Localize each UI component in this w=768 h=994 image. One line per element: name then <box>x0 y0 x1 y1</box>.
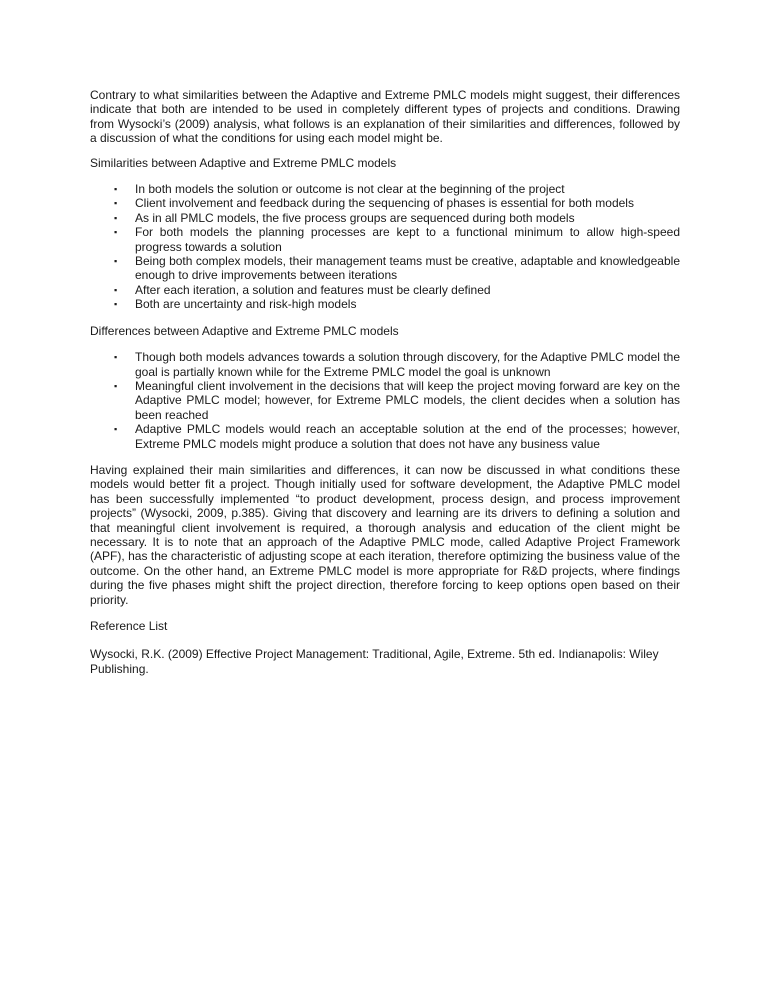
document-page <box>90 88 680 676</box>
list-item-text: For both models the planning processes are kept to a functional minimum to allow high-speed progress towards a solution <box>135 225 680 254</box>
list-item-text: As in all PMLC models, the five process groups are sequenced during both models <box>135 210 575 225</box>
list-item-text: Being both complex models, their management teams must be creative, adaptable and knowledgeable enough to drive improvements between iterations <box>135 254 680 283</box>
list-item-text: Though both models advances towards a solution through discovery, for the Adaptive PMLC model the goal is partially known while for the Extreme PMLC model the goal is unknown <box>135 350 680 379</box>
bullet-icon: ▪ <box>114 198 118 209</box>
list-item <box>90 211 680 225</box>
differences-heading: Differences between Adaptive and Extreme PMLC models <box>90 323 399 338</box>
bullet-icon: ▪ <box>114 352 118 363</box>
intro-paragraph: Contrary to what similarities between the Adaptive and Extreme PMLC models might suggest, their differences indicate that both are intended to be used in completely different types of projects and conditions. Drawing from Wysocki’s (2009) analysis, what follows is an explanation of their similarities and differences, followed by a discussion of what the conditions for using each model might be. <box>90 88 680 146</box>
list-item <box>90 350 680 379</box>
list-item-text: Meaningful client involvement in the decisions that will keep the project moving forward are key on the Adaptive PMLC model; however, for Extreme PMLC models, the client decides when a solution has been reached <box>135 378 680 422</box>
list-item <box>90 182 680 196</box>
bullet-icon: ▪ <box>114 380 118 391</box>
bullet-icon: ▪ <box>114 212 118 223</box>
bullet-icon: ▪ <box>114 299 118 310</box>
reference-list-heading: Reference List <box>90 619 168 633</box>
list-item-text: After each iteration, a solution and features must be clearly defined <box>135 282 491 297</box>
list-item <box>90 283 680 297</box>
bullet-icon: ▪ <box>114 284 118 295</box>
list-item <box>90 225 680 254</box>
bullet-icon: ▪ <box>114 227 118 238</box>
differences-list <box>90 350 680 451</box>
list-item <box>90 297 680 311</box>
reference-entry: Wysocki, R.K. (2009) Effective Project Management: Traditional, Agile, Extreme. 5th ed. Indianapolis: Wiley Publishing. <box>90 647 659 676</box>
list-item-text: Both are uncertainty and risk-high models <box>135 297 357 312</box>
bullet-icon: ▪ <box>114 424 118 435</box>
list-item <box>90 422 680 451</box>
discussion-paragraph: Having explained their main similarities and differences, it can now be discussed in what conditions these models would better fit a project. Though initially used for software development, the Adaptive PMLC model has been successfully implemented “to product development, process design, and process improvement projects” (Wysocki, 2009, p.385). Giving that discovery and learning are its drivers to defining a solution and that meaningful client involvement is required, a thorough analysis and education of the client might be necessary. It is to note that an approach of the Adaptive PMLC mode, called Adaptive Project Framework (APF), has the characteristic of adjusting scope at each iteration, therefore optimizing the business value of the outcome. On the other hand, an Extreme PMLC model is more appropriate for R&D projects, where findings during the five phases might shift the project direction, therefore forcing to keep options open based on their priority. <box>90 462 680 607</box>
list-item <box>90 379 680 422</box>
list-item <box>90 254 680 283</box>
list-item <box>90 196 680 210</box>
similarities-heading: Similarities between Adaptive and Extreme PMLC models <box>90 155 397 170</box>
list-item-text: Client involvement and feedback during the sequencing of phases is essential for both models <box>135 196 634 211</box>
bullet-icon: ▪ <box>114 256 118 267</box>
bullet-icon: ▪ <box>114 184 118 195</box>
list-item-text: In both models the solution or outcome is not clear at the beginning of the project <box>135 182 565 197</box>
list-item-text: Adaptive PMLC models would reach an acceptable solution at the end of the processes; however, Extreme PMLC models might produce a solution that does not have any business value <box>135 422 680 451</box>
similarities-list <box>90 182 680 312</box>
